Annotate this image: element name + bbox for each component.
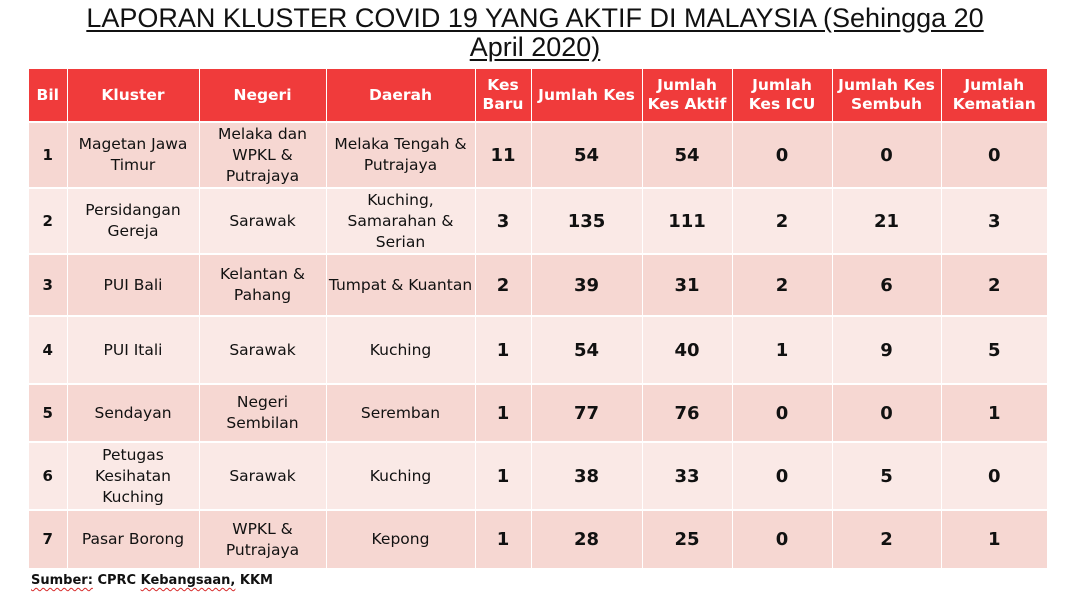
cell-jumlah-kes-icu: 0 (732, 384, 832, 442)
cell-jumlah-kes-aktif: 25 (642, 510, 732, 568)
cell-kes-baru: 1 (475, 442, 531, 510)
cell-kes-baru: 2 (475, 254, 531, 316)
cell-kes-baru: 3 (475, 188, 531, 254)
cell-kluster: Pasar Borong (67, 510, 199, 568)
header-jumlah-kes-icu: Jumlah Kes ICU (732, 69, 832, 122)
cell-jumlah-kes-sembuh: 2 (832, 510, 941, 568)
cell-bil: 2 (29, 188, 67, 254)
cell-jumlah-kes-aktif: 111 (642, 188, 732, 254)
cell-jumlah-kes-sembuh: 6 (832, 254, 941, 316)
cell-jumlah-kes: 77 (531, 384, 642, 442)
cell-kluster: Magetan Jawa Timur (67, 122, 199, 188)
source-note (31, 573, 273, 588)
cell-bil: 1 (29, 122, 67, 188)
cell-kluster: Petugas Kesihatan Kuching (67, 442, 199, 510)
cell-kes-baru: 1 (475, 384, 531, 442)
cell-kes-baru: 1 (475, 316, 531, 384)
cell-jumlah-kematian: 1 (941, 510, 1047, 568)
cell-jumlah-kes-sembuh: 0 (832, 384, 941, 442)
cell-bil: 5 (29, 384, 67, 442)
cell-negeri: WPKL & Putrajaya (199, 510, 326, 568)
cell-jumlah-kematian: 1 (941, 384, 1047, 442)
cell-jumlah-kes-aktif: 33 (642, 442, 732, 510)
cell-kes-baru: 1 (475, 510, 531, 568)
table-row (29, 122, 1047, 188)
cell-kluster: PUI Itali (67, 316, 199, 384)
cell-negeri: Negeri Sembilan (199, 384, 326, 442)
cell-kluster: Persidangan Gereja (67, 188, 199, 254)
header-jumlah-kes: Jumlah Kes (531, 69, 642, 122)
table-row (29, 254, 1047, 316)
cell-negeri: Melaka dan WPKL & Putrajaya (199, 122, 326, 188)
cell-jumlah-kes-icu: 0 (732, 510, 832, 568)
cell-jumlah-kes-aktif: 31 (642, 254, 732, 316)
cluster-table (29, 69, 1047, 568)
header-jumlah-kes-sembuh: Jumlah Kes Sembuh (832, 69, 941, 122)
cell-negeri: Sarawak (199, 442, 326, 510)
header-kes-baru: Kes Baru (475, 69, 531, 122)
table-row (29, 442, 1047, 510)
table-header-row (29, 69, 1047, 122)
cell-daerah: Kuching (326, 442, 475, 510)
cell-jumlah-kes-aktif: 40 (642, 316, 732, 384)
table-row (29, 188, 1047, 254)
table-row (29, 510, 1047, 568)
header-kluster: Kluster (67, 69, 199, 122)
cell-kluster: PUI Bali (67, 254, 199, 316)
cell-daerah: Tumpat & Kuantan (326, 254, 475, 316)
source-word: Kebangsaan, (140, 573, 236, 588)
cell-kluster: Sendayan (67, 384, 199, 442)
cell-bil: 6 (29, 442, 67, 510)
report-title: LAPORAN KLUSTER COVID 19 YANG AKTIF DI MALAYSIA (Sehingga 20 April 2020) (86, 3, 984, 62)
cell-jumlah-kes-sembuh: 0 (832, 122, 941, 188)
cell-bil: 7 (29, 510, 67, 568)
cell-jumlah-kes-aktif: 54 (642, 122, 732, 188)
cell-jumlah-kes-icu: 1 (732, 316, 832, 384)
cell-negeri: Kelantan & Pahang (199, 254, 326, 316)
cell-jumlah-kematian: 3 (941, 188, 1047, 254)
cell-jumlah-kes-icu: 0 (732, 122, 832, 188)
cell-jumlah-kes-sembuh: 21 (832, 188, 941, 254)
cell-jumlah-kes-sembuh: 5 (832, 442, 941, 510)
cell-jumlah-kes: 135 (531, 188, 642, 254)
cell-daerah: Kuching (326, 316, 475, 384)
cell-daerah: Melaka Tengah & Putrajaya (326, 122, 475, 188)
table-row (29, 384, 1047, 442)
cell-jumlah-kes: 28 (531, 510, 642, 568)
cell-negeri: Sarawak (199, 316, 326, 384)
cell-jumlah-kes: 38 (531, 442, 642, 510)
cell-daerah: Seremban (326, 384, 475, 442)
source-label: Sumber: (31, 573, 93, 588)
cell-jumlah-kematian: 2 (941, 254, 1047, 316)
cell-jumlah-kes-icu: 2 (732, 188, 832, 254)
cell-jumlah-kematian: 0 (941, 442, 1047, 510)
cell-jumlah-kes-icu: 0 (732, 442, 832, 510)
cell-daerah: Kepong (326, 510, 475, 568)
cell-jumlah-kes: 54 (531, 316, 642, 384)
cell-jumlah-kes: 39 (531, 254, 642, 316)
cell-negeri: Sarawak (199, 188, 326, 254)
cell-jumlah-kematian: 5 (941, 316, 1047, 384)
cell-jumlah-kes-aktif: 76 (642, 384, 732, 442)
cell-jumlah-kes: 54 (531, 122, 642, 188)
cell-jumlah-kes-sembuh: 9 (832, 316, 941, 384)
cell-bil: 3 (29, 254, 67, 316)
header-bil: Bil (29, 69, 67, 122)
cell-daerah: Kuching, Samarahan & Serian (326, 188, 475, 254)
cell-jumlah-kes-icu: 2 (732, 254, 832, 316)
table-row (29, 316, 1047, 384)
header-jumlah-kematian: Jumlah Kematian (941, 69, 1047, 122)
cell-jumlah-kematian: 0 (941, 122, 1047, 188)
header-negeri: Negeri (199, 69, 326, 122)
source-org: CPRC (97, 573, 137, 588)
cell-kes-baru: 11 (475, 122, 531, 188)
header-jumlah-kes-aktif: Jumlah Kes Aktif (642, 69, 732, 122)
cell-bil: 4 (29, 316, 67, 384)
header-daerah: Daerah (326, 69, 475, 122)
source-agency: KKM (239, 573, 273, 588)
